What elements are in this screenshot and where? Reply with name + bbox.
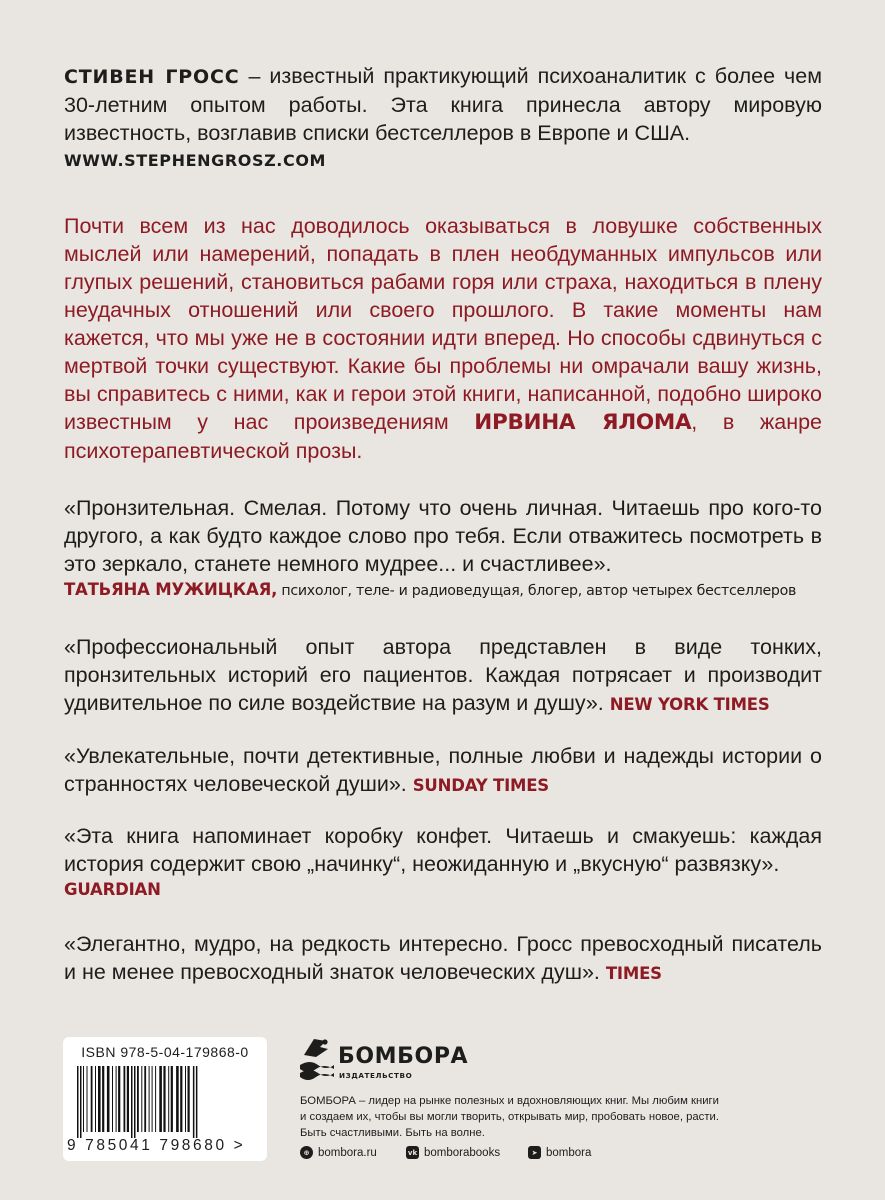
synopsis-highlight: ИРВИНА ЯЛОМА (474, 410, 692, 435)
publisher-name: БОМБОРА (338, 1044, 469, 1069)
publisher-subtitle: ИЗДАТЕЛЬСТВО (339, 1071, 413, 1080)
barcode-bars (77, 1066, 253, 1138)
review-quote: «Пронзительная. Смелая. Потому что очень личная. Читаешь про кого-то другого, а как будто каждое слово про тебя. Если отважитесь посмотреть в это зеркало, станете немного мудрее... и счастливее». (64, 496, 822, 576)
synopsis-text: Почти всем из нас доводилось оказываться в ловушке собственных мыслей или намерений, попадать в плен необдуманных импульсов или глупых решений, становиться рабами горя или страха, находиться в плену неудачных отношений или своего прошлого. В такие моменты нам кажется, что мы уже не в состоянии идти вперед. Но способы сдвинуться с мертвой точки существуют. Какие бы проблемы ни омрачали вашу жизнь, вы справитесь с ними, как и герои этой книги, написанной, подобно широко известным у нас произведениям ИРВИНА ЯЛОМА, в жанре психотерапевтической прозы. (64, 214, 822, 463)
review-source: TIMES (605, 964, 662, 983)
barcode-bar (171, 1066, 173, 1132)
telegram-icon: ➤ (528, 1146, 541, 1159)
vk-icon: vk (406, 1146, 419, 1159)
barcode-bar (155, 1066, 156, 1132)
bombora-logo-icon (298, 1035, 336, 1083)
review-source: ТАТЬЯНА МУЖИЦКАЯ, (64, 580, 278, 599)
barcode-bar (137, 1066, 139, 1132)
review-5 (64, 930, 822, 988)
review-source: GUARDIAN (64, 880, 161, 899)
review-1 (64, 494, 822, 599)
barcode-bar (127, 1066, 129, 1132)
barcode-bar (193, 1066, 195, 1138)
barcode-bar (180, 1066, 182, 1132)
author-block (64, 62, 822, 170)
barcode-bar (107, 1066, 110, 1132)
synopsis-block (64, 212, 822, 465)
barcode-bar (185, 1066, 186, 1132)
review-attribution: ТАТЬЯНА МУЖИЦКАЯ, психолог, теле- и радиоведущая, блогер, автор четырех бестселлеров (64, 580, 797, 599)
barcode-bar (77, 1066, 79, 1138)
barcode-bar (83, 1066, 84, 1132)
barcode-bar (91, 1066, 93, 1132)
barcode-bar (95, 1066, 96, 1132)
barcode-bar (188, 1066, 190, 1132)
author-name: СТИВЕН ГРОСС (64, 66, 240, 88)
review-quote: «Увлекательные, почти детективные, полные любви и надежды истории о странностях человеческой души». SUNDAY TIMES (64, 744, 822, 796)
barcode-bar (112, 1066, 113, 1132)
barcode-bar (176, 1066, 179, 1132)
barcode-bar (163, 1066, 165, 1132)
review-4 (64, 822, 822, 899)
barcode-bar (168, 1066, 169, 1132)
isbn-label: ISBN 978-5-04-179868-0 (81, 1044, 249, 1060)
barcode-bar (152, 1066, 153, 1132)
review-source: SUNDAY TIMES (412, 776, 549, 795)
social-vk[interactable]: vk bomborabooks (407, 1146, 501, 1159)
barcode-bar (131, 1066, 133, 1138)
barcode-bar (149, 1066, 150, 1132)
review-3 (64, 742, 822, 800)
social-web[interactable]: ⊕ bombora.ru (300, 1146, 377, 1159)
barcode-bar (80, 1066, 82, 1138)
review-source: NEW YORK TIMES (609, 695, 770, 714)
review-quote: «Элегантно, мудро, на редкость интересно. Гросс превосходный писатель и не менее превосходный знаток человеческих душ». TIMES (64, 932, 822, 984)
publisher-description: БОМБОРА – лидер на рынке полезных и вдохновляющих книг. Мы любим книги и создаем их, чтобы вы могли творить, открывать мир, пробовать новое, расти. Быть счастливыми. Быть на волне. (300, 1095, 719, 1139)
barcode-bar (141, 1066, 142, 1132)
barcode-bar (144, 1066, 146, 1132)
review-2 (64, 633, 822, 719)
review-quote: «Эта книга напоминает коробку конфет. Читаешь и смакуешь: каждая история содержит свою „начинку“, неожиданную и „вкусную“ развязку». (64, 824, 822, 876)
barcode-bar (87, 1066, 88, 1132)
barcode-bar (159, 1066, 162, 1132)
review-quote: «Профессиональный опыт автора представлен в виде тонких, пронзительных историй его пациентов. Каждая потрясает и производит удивительное по силе воздействие на разум и душу». NEW YORK TIMES (64, 635, 822, 715)
barcode-bar (196, 1066, 198, 1138)
barcode-digits: 9 785041 798680 > (67, 1137, 246, 1154)
barcode-bar (102, 1066, 104, 1132)
barcode-bar (134, 1066, 136, 1138)
author-bio: СТИВЕН ГРОСС – известный практикующий психоаналитик с более чем 30-летним опытом работы. Эта книга принесла автору мировую известность, возглавив списки бестселлеров в Европе и США. (64, 64, 822, 145)
barcode-box (63, 1037, 267, 1161)
author-website[interactable]: WWW.STEPHENGROSZ.COM (64, 151, 327, 170)
barcode-bar (116, 1066, 117, 1132)
barcode-bar (124, 1066, 126, 1132)
barcode-bar (118, 1066, 120, 1132)
barcode-bar (98, 1066, 101, 1132)
globe-icon: ⊕ (300, 1146, 313, 1159)
social-telegram[interactable]: ➤ bombora (528, 1146, 591, 1159)
